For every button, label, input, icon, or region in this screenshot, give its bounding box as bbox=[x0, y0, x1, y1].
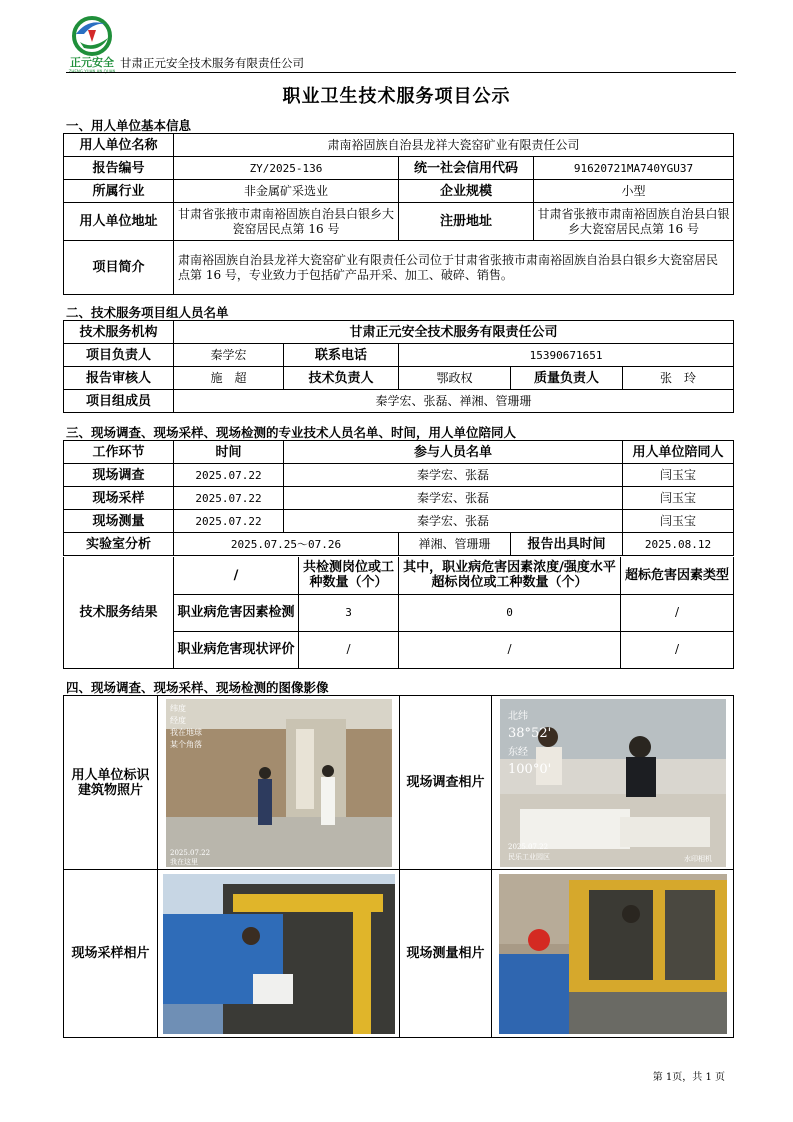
page-footer: 第 1页，共 1 页 bbox=[652, 1072, 725, 1083]
logo-text: 正元安全 bbox=[70, 56, 114, 69]
members-label: 项目组成员 bbox=[64, 390, 174, 413]
result-row-label: 职业病危害因素检测 bbox=[174, 594, 299, 631]
photo2-watermark: 水印相机 bbox=[683, 854, 712, 863]
photo-table bbox=[63, 695, 734, 1038]
photo1-overlay-4: 某个角落 bbox=[169, 739, 202, 749]
industry-value: 非金属矿采选业 bbox=[174, 180, 399, 203]
photo4-cell bbox=[492, 870, 734, 1038]
time-cell: 2025.07.22 bbox=[174, 510, 284, 533]
companion-cell: 闫玉宝 bbox=[623, 464, 734, 487]
people-cell: 秦学宏、张磊 bbox=[284, 487, 623, 510]
report-no-value: ZY/2025-136 bbox=[174, 157, 399, 180]
time-cell: 2025.07.22 bbox=[174, 464, 284, 487]
measurement-photo bbox=[499, 874, 727, 1034]
result-count: / bbox=[299, 631, 399, 668]
unit-name-label: 用人单位名称 bbox=[64, 134, 174, 157]
table-row bbox=[64, 487, 734, 510]
unit-info-table bbox=[63, 133, 734, 295]
reviewer-value: 施 超 bbox=[174, 367, 284, 390]
tech-label: 技术负责人 bbox=[284, 367, 399, 390]
scale-value: 小型 bbox=[534, 180, 734, 203]
section3-heading: 三、现场调查、现场采样、现场检测的专业技术人员名单、时间，用人单位陪同人 bbox=[66, 425, 517, 440]
lab-label: 实验室分析 bbox=[64, 533, 174, 556]
result-type: / bbox=[621, 631, 734, 668]
tech-value: 鄂政权 bbox=[399, 367, 511, 390]
step-cell: 现场调查 bbox=[64, 464, 174, 487]
time-cell: 2025.07.22 bbox=[174, 487, 284, 510]
table-row bbox=[64, 464, 734, 487]
lab-time: 2025.07.25～07.26 bbox=[174, 533, 399, 556]
companion-cell: 闫玉宝 bbox=[623, 487, 734, 510]
building-photo bbox=[166, 699, 392, 867]
people-cell: 秦学宏、张磊 bbox=[284, 464, 623, 487]
photo1-overlay-2: 经度 bbox=[169, 715, 186, 725]
photo2-overlay-2: 38°52' bbox=[507, 725, 551, 741]
section1-heading: 一、用人单位基本信息 bbox=[66, 118, 192, 133]
company-logo bbox=[66, 12, 118, 74]
fieldwork-table bbox=[63, 440, 734, 556]
col-time: 时间 bbox=[174, 441, 284, 464]
phone-value: 15390671651 bbox=[399, 344, 734, 367]
address-value: 甘肃省张掖市肃南裕固族自治县白银乡大瓷窑居民点第 16 号 bbox=[174, 203, 399, 241]
phone-label: 联系电话 bbox=[284, 344, 399, 367]
photo2-date: 2025.07.22 bbox=[507, 842, 548, 851]
sampling-photo bbox=[163, 874, 395, 1034]
address-label: 用人单位地址 bbox=[64, 203, 174, 241]
photo1-label: 用人单位标识建筑物照片 bbox=[64, 696, 158, 870]
photo1-overlay-3: 我在地球 bbox=[169, 727, 202, 737]
photo1-place: 我在这里 bbox=[169, 857, 198, 866]
reviewer-label: 报告审核人 bbox=[64, 367, 174, 390]
lab-people: 禅湘、管珊珊 bbox=[399, 533, 511, 556]
photo1-cell bbox=[158, 696, 400, 870]
people-cell: 秦学宏、张磊 bbox=[284, 510, 623, 533]
col-companion: 用人单位陪同人 bbox=[623, 441, 734, 464]
members-value: 秦学宏、张磊、禅湘、管珊珊 bbox=[174, 390, 734, 413]
result-col2: 其中，职业病危害因素浓度/强度水平超标岗位或工种数量（个） bbox=[399, 557, 621, 594]
photo2-label: 现场调查相片 bbox=[400, 696, 492, 870]
result-type: / bbox=[621, 594, 734, 631]
page-title: 职业卫生技术服务项目公示 bbox=[282, 86, 511, 107]
photo2-cell bbox=[492, 696, 734, 870]
table-row bbox=[64, 510, 734, 533]
intro-label: 项目简介 bbox=[64, 241, 174, 295]
survey-photo bbox=[500, 699, 726, 867]
reg-address-label: 注册地址 bbox=[399, 203, 534, 241]
result-col3: 超标危害因素类型 bbox=[621, 557, 734, 594]
org-value: 甘肃正元安全技术服务有限责任公司 bbox=[174, 321, 734, 344]
result-row-label: 职业病危害现状评价 bbox=[174, 631, 299, 668]
section2-heading: 二、技术服务项目组人员名单 bbox=[66, 305, 229, 320]
quality-label: 质量负责人 bbox=[511, 367, 623, 390]
header-divider bbox=[66, 72, 736, 73]
result-exceed: 0 bbox=[399, 594, 621, 631]
quality-value: 张 玲 bbox=[623, 367, 734, 390]
companion-cell: 闫玉宝 bbox=[623, 510, 734, 533]
photo2-place: 民乐工业园区 bbox=[507, 852, 550, 861]
leader-value: 秦学宏 bbox=[174, 344, 284, 367]
report-date-value: 2025.08.12 bbox=[623, 533, 734, 556]
photo2-overlay-1: 北纬 bbox=[507, 710, 528, 722]
photo3-label: 现场采样相片 bbox=[64, 870, 158, 1038]
report-no-label: 报告编号 bbox=[64, 157, 174, 180]
result-exceed: / bbox=[399, 631, 621, 668]
photo2-overlay-4: 100°0' bbox=[507, 761, 551, 777]
org-label: 技术服务机构 bbox=[64, 321, 174, 344]
result-table bbox=[63, 557, 734, 669]
col-people: 参与人员名单 bbox=[284, 441, 623, 464]
section4-heading: 四、现场调查、现场采样、现场检测的图像影像 bbox=[66, 680, 329, 695]
report-date-label: 报告出具时间 bbox=[511, 533, 623, 556]
credit-code-label: 统一社会信用代码 bbox=[399, 157, 534, 180]
reg-address-value: 甘肃省张掖市肃南裕固族自治县白银乡大瓷窑居民点第 16 号 bbox=[534, 203, 734, 241]
intro-value: 肃南裕固族自治县龙祥大瓷窑矿业有限责任公司位于甘肃省张掖市肃南裕固族自治县白银乡大瓷窑居民点第 16 号，专业致力于包括矿产品开采、加工、破碎、销售。 bbox=[174, 241, 734, 295]
photo1-overlay-1: 纬度 bbox=[169, 703, 186, 713]
photo3-cell bbox=[158, 870, 400, 1038]
industry-label: 所属行业 bbox=[64, 180, 174, 203]
logo-subtext: ZHENG YUAN AN QUAN bbox=[68, 69, 116, 74]
col-step: 工作环节 bbox=[64, 441, 174, 464]
team-table bbox=[63, 320, 734, 413]
result-count: 3 bbox=[299, 594, 399, 631]
credit-code-value: 91620721MA740YGU37 bbox=[534, 157, 734, 180]
step-cell: 现场采样 bbox=[64, 487, 174, 510]
unit-name-value: 肃南裕固族自治县龙祥大瓷窑矿业有限责任公司 bbox=[174, 134, 734, 157]
result-slash: / bbox=[174, 557, 299, 594]
step-cell: 现场测量 bbox=[64, 510, 174, 533]
photo2-overlay-3: 东经 bbox=[507, 746, 528, 758]
leader-label: 项目负责人 bbox=[64, 344, 174, 367]
scale-label: 企业规模 bbox=[399, 180, 534, 203]
result-col1: 共检测岗位或工种数量（个） bbox=[299, 557, 399, 594]
photo4-label: 现场测量相片 bbox=[400, 870, 492, 1038]
result-label: 技术服务结果 bbox=[64, 557, 174, 668]
photo1-date: 2025.07.22 bbox=[169, 848, 210, 857]
company-header: 甘肃正元安全技术服务有限责任公司 bbox=[120, 56, 304, 70]
